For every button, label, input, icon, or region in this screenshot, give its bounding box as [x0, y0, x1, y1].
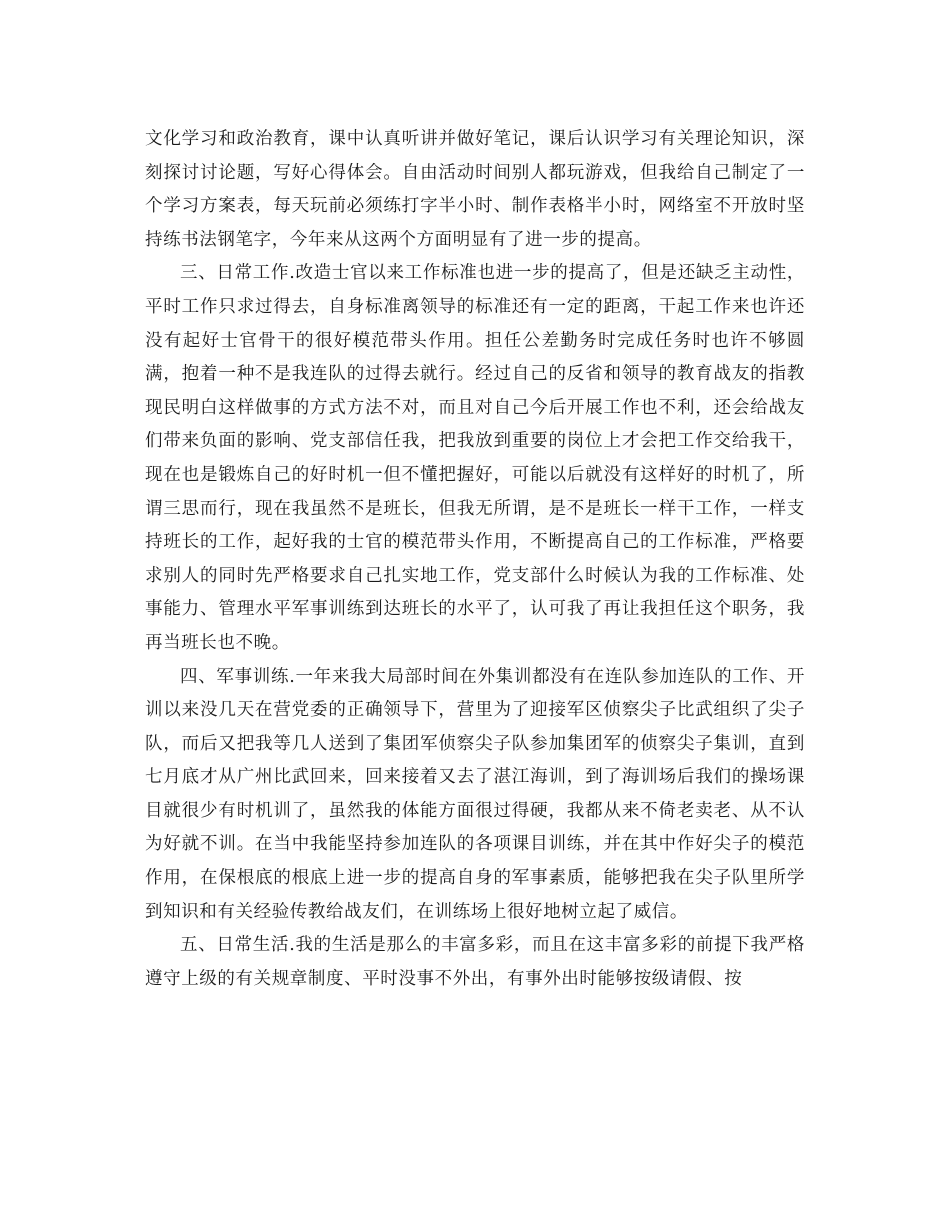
paragraph-study: 文化学习和政治教育，课中认真听讲并做好笔记，课后认识学习有关理论知识，深刻探讨讨论题，写好心得体会。自由活动时间别人都玩游戏，但我给自己制定了一个学习方案表，每天玩前必须练打字半小时、制作表格半小时，网络室不开放时坚持练书法钢笔字，今年来从这两个方面明显有了进一步的提高。: [145, 129, 805, 250]
paragraph-daily-life: 五、日常生活.我的生活是那么的丰富多彩，而且在这丰富多彩的前提下我严格遵守上级的有关规章制度、平时没事不外出，有事外出时能够按级请假、按: [145, 935, 805, 989]
paragraph-daily-work: 三、日常工作.改造士官以来工作标准也进一步的提高了，但是还缺乏主动性，平时工作只求过得去，自身标准离领导的标准还有一定的距离，干起工作来也许还没有起好士官骨干的很好模范带头作用。担任公差勤务时完成任务时也许不够圆满，抱着一种不是我连队的过得去就行。经过自己的反省和领导的教育战友的指教现民明白这样做事的方式方法不对，而且对自己今后开展工作也不利，还会给战友们带来负面的影响、党支部信任我，把我放到重要的岗位上才会把工作交给我干，现在也是锻炼自己的好时机一但不懂把握好，可能以后就没有这样好的时机了，所谓三思而行，现在我虽然不是班长，但我无所谓，是不是班长一样干工作，一样支持班长的工作，起好我的士官的模范带头作用，不断提高自己的工作标准，严格要求别人的同时先严格要求自己扎实地工作，党支部什么时候认为我的工作标准、处事能力、管理水平军事训练到达班长的水平了，认可我了再让我担任这个职务，我再当班长也不晚。: [145, 263, 805, 653]
paragraph-military-training: 四、军事训练.一年来我大局部时间在外集训都没有在连队参加连队的工作、开训以来没几天在营党委的正确领导下，营里为了迎接军区侦察尖子比武组织了尖子队，而后又把我等几人送到了集团军侦察尖子队参加集团军的侦察尖子集训，直到七月底才从广州比武回来，回来接着又去了湛江海训，到了海训场后我们的操场课目就很少有时机训了，虽然我的体能方面很过得硬，我都从来不倚老卖老、从不认为好就不训。在当中我能坚持参加连队的各项课目训练，并在其中作好尖子的模范作用，在保根底的根底上进一步的提高自身的军事素质，能够把我在尖子队里所学到知识和有关经验传教给战友们，在训练场上很好地树立起了威信。: [145, 666, 805, 922]
document-body: [145, 123, 805, 996]
